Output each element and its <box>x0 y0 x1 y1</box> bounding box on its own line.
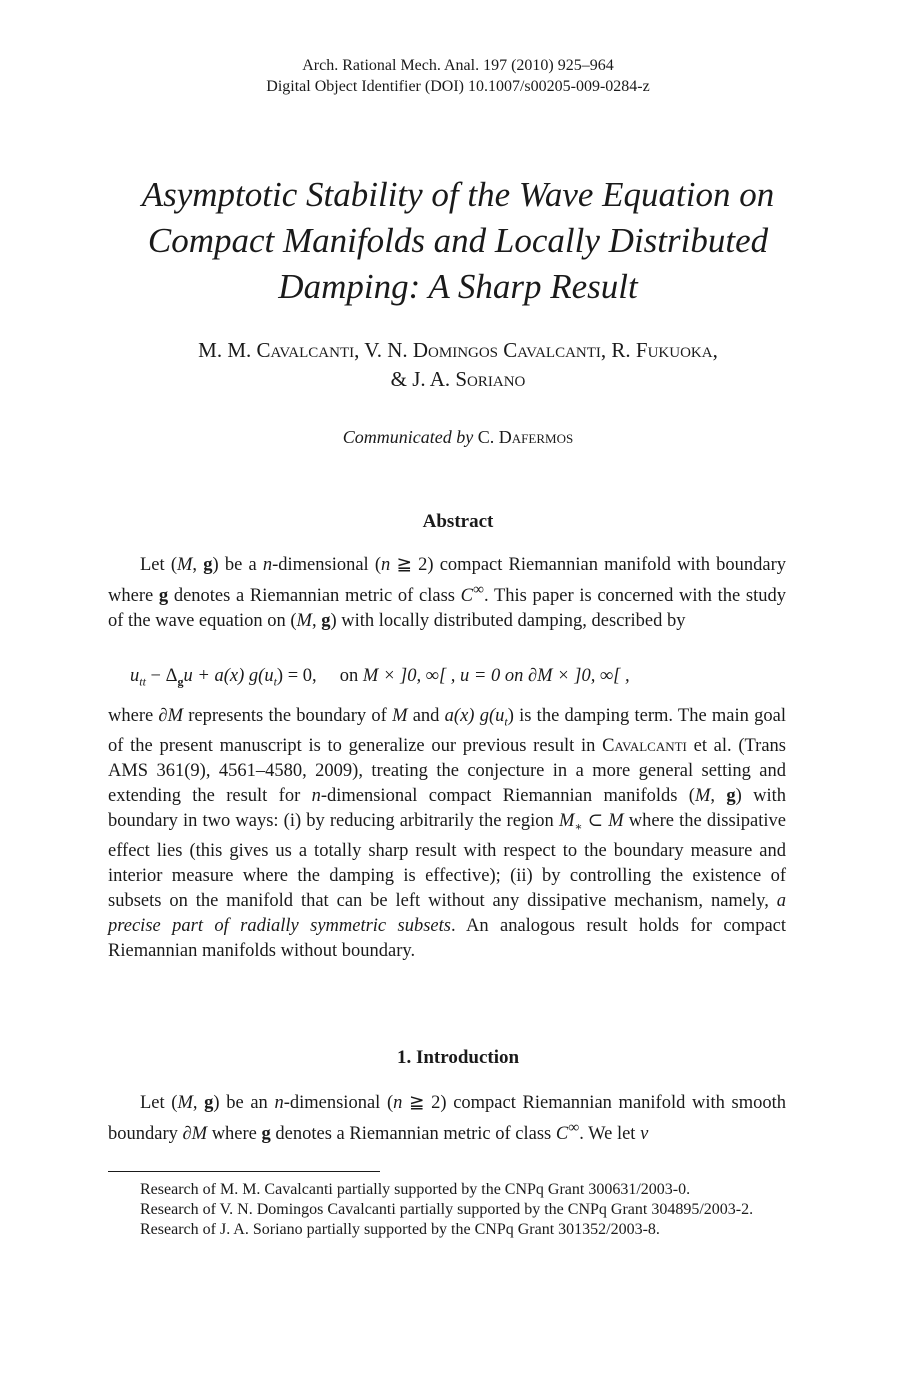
abstract-paragraph-1: Let (M, g) be a n-dimensional (n ≧ 2) compact Riemannian manifold with boundary where g denotes a Riemannian metric of class C∞. This paper is concerned with the study of the wave equation on (M, g) with locally distributed damping, described by <box>108 555 787 631</box>
damped-wave-equation: $u_{tt} - \Delta_gu + a(x) g(u_t) = 0$, on M × ]0, ∞[ , u = 0 on ∂M × ]0, ∞[ , <box>130 666 630 689</box>
title-line-2: Compact Manifolds and Locally Distributed <box>147 221 769 260</box>
title-line-3: Damping: A Sharp Result <box>278 267 638 306</box>
footnote-1: Research of M. M. Cavalcanti partially supported by the CNPq Grant 300631/2003-0. <box>140 1181 691 1198</box>
abstract-heading: Abstract <box>422 511 494 532</box>
communicating-editor: C. Dafermos <box>477 427 574 447</box>
communicated-prefix: Communicated by <box>342 427 474 447</box>
doi-line: Digital Object Identifier (DOI) 10.1007/s00205-009-0284-z <box>266 78 650 95</box>
footnotes <box>108 1180 786 1240</box>
footnote-2: Research of V. N. Domingos Cavalcanti partially supported by the CNPq Grant 304895/2003-2. <box>140 1201 754 1218</box>
abstract-paragraph-2: where ∂M represents the boundary of M and a(x) $g(u_t)$ is the damping term. The main goal of the present manuscript is to generalize our previous result in Cavalcanti et al. (Trans AMS 361(9), 4561–4580, 2009), treating the conjecture in a more general setting and extending the result for n-dimensional compact Riemannian manifolds (M, g) with boundary in two ways: (i) by reducing arbitrarily the region $M_∗$ ⊂ M where the dissipative effect lies (this gives us a totally sharp result with respect to the boundary measure and interior measure where the damping is effective); (ii) by controlling the existence of subsets on the manifold that can be left without any dissipative mechanism, namely, a precise part of radially symmetric subsets. An analogous result holds for compact Riemannian manifolds without boundary. <box>108 706 787 961</box>
author-list <box>60 336 856 394</box>
footnote-3: Research of J. A. Soriano partially supported by the CNPq Grant 301352/2003-8. <box>140 1221 660 1238</box>
authors-line-1: M. M. Cavalcanti, V. N. Domingos Cavalcanti, R. Fukuoka, <box>198 338 718 362</box>
introduction-paragraph: Let (M, g) be an n-dimensional (n ≧ 2) compact Riemannian manifold with smooth boundary ∂M where g denotes a Riemannian metric of class C∞. We let ν <box>108 1093 787 1144</box>
communicated-by <box>0 427 916 448</box>
authors-line-2: & J. A. Soriano <box>390 367 526 391</box>
title-line-1: Asymptotic Stability of the Wave Equation on <box>141 175 775 214</box>
footnote-divider <box>108 1171 380 1172</box>
introduction-heading: 1. Introduction <box>396 1047 520 1068</box>
journal-header <box>0 55 916 97</box>
journal-citation: Arch. Rational Mech. Anal. 197 (2010) 925–964 <box>302 57 614 74</box>
paper-title <box>90 172 826 310</box>
